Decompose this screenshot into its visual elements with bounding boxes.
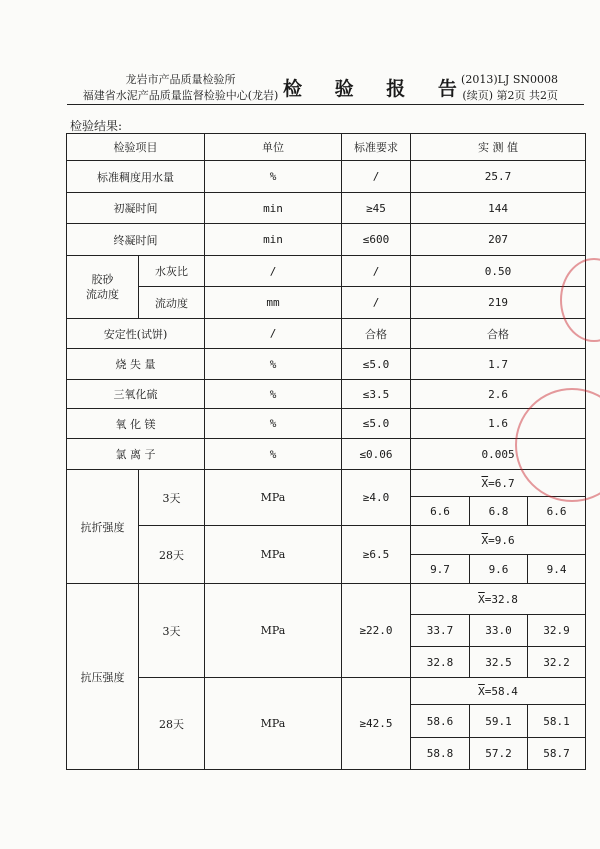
requirement-cell: /: [342, 161, 411, 193]
table-row: [67, 287, 586, 319]
page-info: (续页) 第2页 共2页: [462, 89, 558, 102]
requirement-cell: 合格: [342, 319, 411, 349]
unit-cell: MPa: [205, 470, 342, 526]
value-cell: 6.8: [470, 497, 528, 526]
report-number: (2013)LJ SN0008: [461, 73, 558, 86]
unit-cell: min: [205, 224, 342, 256]
item-cell: 氯 离 子: [67, 439, 205, 470]
value-cell: 9.6: [470, 555, 528, 584]
value-cell: 合格: [411, 319, 586, 349]
value-cell: 0.50: [411, 256, 586, 287]
value-cell: 1.7: [411, 349, 586, 380]
mean-symbol: $\overline{X}$: [478, 592, 485, 606]
unit-cell: /: [205, 256, 342, 287]
table-row: [67, 526, 586, 555]
unit-cell: /: [205, 319, 342, 349]
value-cell: 33.7: [411, 615, 470, 647]
age-cell: 28天: [139, 526, 205, 584]
item-cell: 水灰比: [139, 256, 205, 287]
mean-value: =58.4: [484, 684, 518, 698]
header-divider: [67, 104, 584, 105]
value-cell: 2.6: [411, 380, 586, 409]
unit-cell: %: [205, 409, 342, 439]
report-title: 检 验 报 告: [283, 78, 470, 100]
mean-value-cell: [411, 678, 586, 705]
flexural-strength-label: 抗折强度: [67, 470, 139, 584]
table-row: [67, 349, 586, 380]
requirement-cell: /: [342, 287, 411, 319]
table-row: [67, 584, 586, 615]
requirement-cell: /: [342, 256, 411, 287]
report-meta: [438, 72, 558, 104]
mean-value-cell: [411, 526, 586, 555]
mean-value-cell: [411, 584, 586, 615]
org-name-line1: 龙岩市产品质量检验所: [125, 73, 236, 86]
results-table: [66, 133, 586, 770]
value-cell: 9.4: [528, 555, 586, 584]
item-cell: 终凝时间: [67, 224, 205, 256]
requirement-cell: ≤0.06: [342, 439, 411, 470]
age-cell: 3天: [139, 584, 205, 678]
value-cell: 32.9: [528, 615, 586, 647]
requirement-cell: ≥22.0: [342, 584, 411, 678]
value-cell: 58.1: [528, 705, 586, 738]
mean-value: =9.6: [488, 533, 515, 547]
mean-value: =32.8: [484, 592, 518, 606]
requirement-cell: ≤3.5: [342, 380, 411, 409]
unit-cell: %: [205, 380, 342, 409]
value-cell: 9.7: [411, 555, 470, 584]
requirement-cell: ≤5.0: [342, 409, 411, 439]
requirement-cell: ≥42.5: [342, 678, 411, 770]
unit-cell: %: [205, 161, 342, 193]
mean-symbol: $\overline{X}$: [481, 476, 489, 490]
unit-cell: %: [205, 439, 342, 470]
mean-symbol: $\overline{X}$: [478, 684, 485, 698]
org-header: [78, 72, 283, 104]
item-cell: 流动度: [139, 287, 205, 319]
requirement-cell: ≥45: [342, 193, 411, 224]
value-cell: 57.2: [470, 738, 528, 770]
item-cell: 初凝时间: [67, 193, 205, 224]
age-cell: 28天: [139, 678, 205, 770]
requirement-cell: ≥4.0: [342, 470, 411, 526]
value-cell: 32.2: [528, 647, 586, 678]
header-requirement: 标准要求: [342, 134, 411, 161]
value-cell: 58.8: [411, 738, 470, 770]
unit-cell: min: [205, 193, 342, 224]
table-row: [67, 161, 586, 193]
item-cell: 安定性(试饼): [67, 319, 205, 349]
requirement-cell: ≤5.0: [342, 349, 411, 380]
value-cell: 0.005: [411, 439, 586, 470]
value-cell: 1.6: [411, 409, 586, 439]
value-cell: 6.6: [528, 497, 586, 526]
value-cell: 33.0: [470, 615, 528, 647]
requirement-cell: ≥6.5: [342, 526, 411, 584]
item-cell: 烧 失 量: [67, 349, 205, 380]
table-row: [67, 380, 586, 409]
compressive-strength-label: 抗压强度: [67, 584, 139, 770]
value-cell: 144: [411, 193, 586, 224]
value-cell: 58.6: [411, 705, 470, 738]
table-row: [67, 409, 586, 439]
unit-cell: MPa: [205, 584, 342, 678]
unit-cell: MPa: [205, 678, 342, 770]
item-cell: 三氧化硫: [67, 380, 205, 409]
value-cell: 32.8: [411, 647, 470, 678]
org-name-line2: 福建省水泥产品质量监督检验中心(龙岩): [82, 89, 279, 102]
table-header-row: [67, 134, 586, 161]
table-row: [67, 678, 586, 705]
fluidity-group-cell: 胶砂 流动度: [67, 256, 139, 319]
value-cell: 6.6: [411, 497, 470, 526]
value-cell: 32.5: [470, 647, 528, 678]
header-unit: 单位: [205, 134, 342, 161]
table-row: [67, 319, 586, 349]
requirement-cell: ≤600: [342, 224, 411, 256]
item-cell: 标准稠度用水量: [67, 161, 205, 193]
table-row: [67, 224, 586, 256]
table-row: [67, 470, 586, 497]
table-row: [67, 439, 586, 470]
age-cell: 3天: [139, 470, 205, 526]
unit-cell: %: [205, 349, 342, 380]
item-cell: 氧 化 镁: [67, 409, 205, 439]
value-cell: 219: [411, 287, 586, 319]
unit-cell: MPa: [205, 526, 342, 584]
header-measured: 实 测 值: [411, 134, 586, 161]
value-cell: 207: [411, 224, 586, 256]
unit-cell: mm: [205, 287, 342, 319]
mean-symbol: $\overline{X}$: [481, 533, 489, 547]
value-cell: 58.7: [528, 738, 586, 770]
header-item: 检验项目: [67, 134, 205, 161]
mean-value: =6.7: [488, 476, 515, 490]
value-cell: 59.1: [470, 705, 528, 738]
results-label: 检验结果:: [70, 119, 123, 133]
value-cell: 25.7: [411, 161, 586, 193]
table-row: [67, 193, 586, 224]
table-row: [67, 256, 586, 287]
